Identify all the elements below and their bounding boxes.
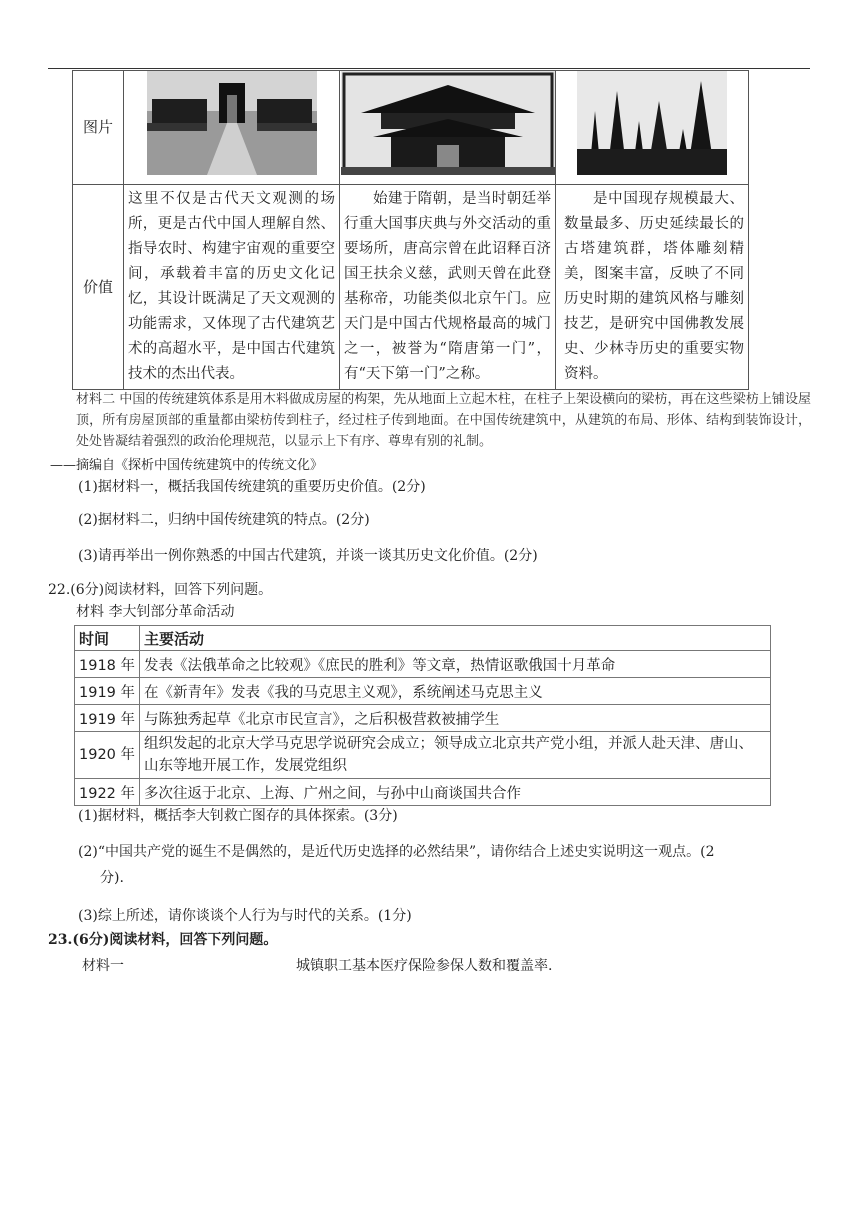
header-activity: 主要活动 xyxy=(140,626,771,651)
material-two: 材料二 中国的传统建筑体系是用木料做成房屋的构架，先从地面上立起木柱，在柱子上架设横向的梁枋，再在这些梁枋上铺设屋顶，所有房屋顶部的重量都由梁枋传到柱子，经过柱子传到地面。在中国传统建筑中，从建筑的布局、形体、结构到装饰设计，处处皆凝结着强烈的政治伦理规范，以显示上下有序、尊卑有别的礼制。 xyxy=(76,392,811,449)
table-row xyxy=(75,705,771,732)
photo-observatory xyxy=(124,71,340,185)
q23-chart-title: 城镇职工基本医疗保险参保人数和覆盖率. xyxy=(296,958,553,974)
q22-part2-line2: 分). xyxy=(100,870,124,886)
header-time: 时间 xyxy=(75,626,140,651)
photo-pagoda-forest xyxy=(556,71,749,185)
row-label-image: 图片 xyxy=(73,71,124,185)
q21-part3: (3)请再举出一例你熟悉的中国古代建筑，并谈一谈其历史文化价值。(2分) xyxy=(78,548,538,564)
table-row xyxy=(75,651,771,678)
li-dazhao-table xyxy=(74,625,771,806)
row-activity: 多次往返于北京、上海、广州之间，与孙中山商谈国共合作 xyxy=(140,779,771,806)
q22-part2-line1: (2)“中国共产党的诞生不是偶然的，是近代历史选择的必然结果”，请你结合上述史实说明这一观点。(2 xyxy=(78,844,715,860)
q21-part2: (2)据材料二，归纳中国传统建筑的特点。(2分) xyxy=(78,512,370,528)
row-activity: 与陈独秀起草《北京市民宣言》，之后积极营救被捕学生 xyxy=(140,705,771,732)
pagoda-forest-photo xyxy=(577,71,727,175)
yingtian-gate-photo xyxy=(341,71,555,175)
row-activity: 在《新青年》发表《我的马克思主义观》，系统阐述马克思主义 xyxy=(140,678,771,705)
header-rule xyxy=(48,68,810,69)
q22-part3: (3)综上所述，请你谈谈个人行为与时代的关系。(1分) xyxy=(78,908,412,924)
row-year: 1919 年 xyxy=(75,678,140,705)
row-year: 1919 年 xyxy=(75,705,140,732)
q22-material: 材料 李大钊部分革命活动 xyxy=(76,604,235,620)
q23-title: 23.(6分)阅读材料，回答下列问题。 xyxy=(48,932,278,948)
table-row xyxy=(75,779,771,806)
row-year: 1920 年 xyxy=(75,732,140,779)
table-row xyxy=(75,732,771,779)
row-year: 1922 年 xyxy=(75,779,140,806)
source-citation: ——摘编自《探析中国传统建筑中的传统文化》 xyxy=(50,458,324,473)
table-row xyxy=(75,678,771,705)
value-pagoda-forest: 是中国现存规模最大、数量最多、历史延续最长的古塔建筑群，塔体雕刻精美，图案丰富，反映了不同历史时期的建筑风格与雕刻技艺，是研究中国佛教发展史、少林寺历史的重要实物资料。 xyxy=(556,185,749,390)
q22-part1: (1)据材料，概括李大钊救亡图存的具体探索。(3分) xyxy=(78,808,398,824)
photo-yingtian-gate xyxy=(340,71,556,185)
observatory-photo xyxy=(147,71,317,175)
row-label-value: 价值 xyxy=(73,185,124,390)
row-activity: 发表《法俄革命之比较观》《庶民的胜利》等文章，热情讴歌俄国十月革命 xyxy=(140,651,771,678)
q21-part1: (1)据材料一，概括我国传统建筑的重要历史价值。(2分) xyxy=(78,479,426,495)
row-activity: 组织发起的北京大学马克思学说研究会成立；领导成立北京共产党小组，并派人赴天津、唐山、山东等地开展工作，发展党组织 xyxy=(140,732,771,779)
architecture-table xyxy=(72,70,749,390)
value-observatory: 这里不仅是古代天文观测的场所，更是古代中国人理解自然、指导农时、构建宇宙观的重要空间，承载着丰富的历史文化记忆，其设计既满足了天文观测的功能需求，又体现了古代建筑艺术的高超水平，是中国古代建筑技术的杰出代表。 xyxy=(124,185,340,390)
q23-material-label: 材料一 xyxy=(82,958,124,974)
row-year: 1918 年 xyxy=(75,651,140,678)
q22-title: 22.(6分)阅读材料，回答下列问题。 xyxy=(48,582,273,598)
value-yingtian-gate: 始建于隋朝，是当时朝廷举行重大国事庆典与外交活动的重要场所，唐高宗曾在此诏释百济国王扶余义慈，武则天曾在此登基称帝，功能类似北京午门。应天门是中国古代规格最高的城门之一，被誉为“隋唐第一门”，有“天下第一门”之称。 xyxy=(340,185,556,390)
